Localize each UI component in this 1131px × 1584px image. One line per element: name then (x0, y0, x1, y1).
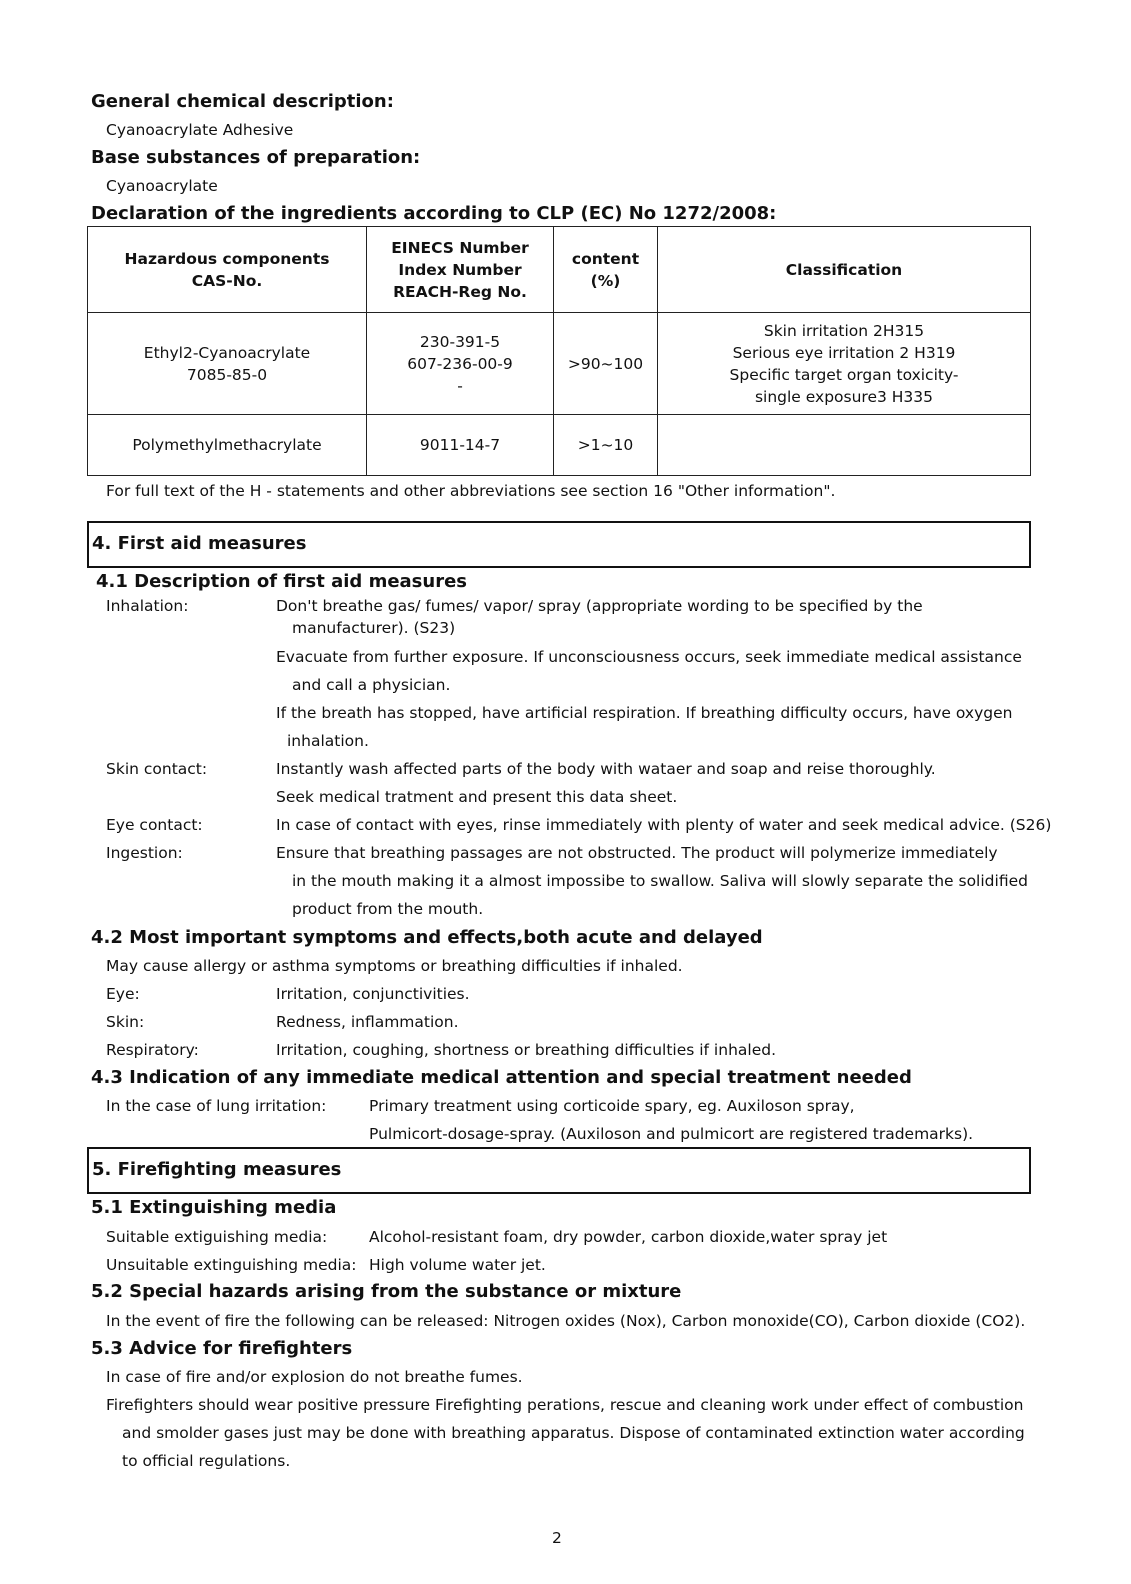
declaration-heading: Declaration of the ingredients according to CLP (EC) No 1272/2008: (91, 203, 777, 224)
advice-line: In case of fire and/or explosion do not breathe fumes. (106, 1368, 523, 1386)
cell-content: >1~10 (554, 415, 658, 476)
table-footnote: For full text of the H - statements and other abbreviations see section 16 "Other information". (106, 482, 836, 500)
symptom-skin-text: Redness, inflammation. (276, 1013, 459, 1031)
inhalation-line: If the breath has stopped, have artificial respiration. If breathing difficulty occurs, have oxygen (276, 704, 1013, 722)
skin-contact-line: Instantly wash affected parts of the body with wataer and soap and reise thoroughly. (276, 760, 936, 778)
symptom-respiratory-label: Respiratory: (106, 1041, 199, 1059)
cell-content: >90~100 (554, 313, 658, 415)
inhalation-line: inhalation. (287, 732, 369, 750)
advice-line: Firefighters should wear positive pressure Firefighting perations, rescue and cleaning work under effect of combustion (106, 1396, 1024, 1414)
symptom-skin-label: Skin: (106, 1013, 145, 1031)
suitable-media-text: Alcohol-resistant foam, dry powder, carbon dioxide,water spray jet (369, 1228, 888, 1246)
header-content: content (%) (554, 227, 658, 313)
symptom-respiratory-text: Irritation, coughing, shortness or breathing difficulties if inhaled. (276, 1041, 776, 1059)
skin-contact-line: Seek medical tratment and present this data sheet. (276, 788, 678, 806)
inhalation-line: Don't breathe gas/ fumes/ vapor/ spray (appropriate wording to be specified by the (276, 597, 923, 615)
ingredients-table (87, 226, 1031, 476)
lung-irritation-line: Pulmicort-dosage-spray. (Auxiloson and pulmicort are registered trademarks). (369, 1125, 974, 1143)
general-description-heading: General chemical description: (91, 91, 394, 112)
symptom-eye-text: Irritation, conjunctivities. (276, 985, 470, 1003)
eye-contact-text: In case of contact with eyes, rinse immediately with plenty of water and seek medical advice. (S26) (276, 816, 1052, 834)
inhalation-line: manufacturer). (S23) (292, 619, 456, 637)
inhalation-label: Inhalation: (106, 597, 189, 615)
base-substances-heading: Base substances of preparation: (91, 147, 421, 168)
suitable-media-label: Suitable extiguishing media: (106, 1228, 328, 1246)
ingestion-line: product from the mouth. (292, 900, 484, 918)
eye-contact-label: Eye contact: (106, 816, 203, 834)
ingestion-line: in the mouth making it a almost impossibe to swallow. Saliva will slowly separate the solidified (292, 872, 1028, 890)
general-description-value: Cyanoacrylate Adhesive (106, 121, 294, 139)
cell-classification: Skin irritation 2H315 Serious eye irritation 2 H319 Specific target organ toxicity- single exposure3 H335 (658, 313, 1031, 415)
advice-line: and smolder gases just may be done with breathing apparatus. Dispose of contaminated extinction water according (122, 1424, 1025, 1442)
cell-einecs: 230-391-5 607-236-00-9 - (367, 313, 554, 415)
inhalation-line: and call a physician. (292, 676, 451, 694)
table-row (88, 313, 1031, 415)
header-components: Hazardous components CAS-No. (88, 227, 367, 313)
section-4-title-box (87, 521, 1031, 568)
header-einecs: EINECS Number Index Number REACH-Reg No. (367, 227, 554, 313)
advice-line: to official regulations. (122, 1452, 291, 1470)
cell-component: Ethyl2-Cyanoacrylate 7085-85-0 (88, 313, 367, 415)
table-row (88, 415, 1031, 476)
lung-irritation-label: In the case of lung irritation: (106, 1097, 327, 1115)
section-5-3-heading: 5.3 Advice for firefighters (91, 1338, 353, 1359)
symptoms-intro: May cause allergy or asthma symptoms or breathing difficulties if inhaled. (106, 957, 683, 975)
cell-einecs: 9011-14-7 (367, 415, 554, 476)
special-hazards-text: In the event of fire the following can be released: Nitrogen oxides (Nox), Carbon monoxide(CO), Carbon dioxide (CO2). (106, 1312, 1026, 1330)
page-number: 2 (552, 1529, 562, 1547)
ingestion-line: Ensure that breathing passages are not obstructed. The product will polymerize immediately (276, 844, 998, 862)
lung-irritation-line: Primary treatment using corticoide spary, eg. Auxiloson spray, (369, 1097, 855, 1115)
section-4-title: 4. First aid measures (92, 533, 307, 554)
inhalation-line: Evacuate from further exposure. If unconsciousness occurs, seek immediate medical assistance (276, 648, 1022, 666)
base-substances-value: Cyanoacrylate (106, 177, 218, 195)
section-5-1-heading: 5.1 Extinguishing media (91, 1197, 337, 1218)
section-4-3-heading: 4.3 Indication of any immediate medical attention and special treatment needed (91, 1067, 912, 1088)
header-classification: Classification (658, 227, 1031, 313)
unsuitable-media-label: Unsuitable extinguishing media: (106, 1256, 357, 1274)
section-5-title-box (87, 1147, 1031, 1194)
section-5-2-heading: 5.2 Special hazards arising from the substance or mixture (91, 1281, 682, 1302)
section-4-1-heading: 4.1 Description of first aid measures (96, 571, 468, 592)
ingestion-label: Ingestion: (106, 844, 183, 862)
section-4-2-heading: 4.2 Most important symptoms and effects,both acute and delayed (91, 927, 763, 948)
cell-component: Polymethylmethacrylate (88, 415, 367, 476)
unsuitable-media-text: High volume water jet. (369, 1256, 546, 1274)
skin-contact-label: Skin contact: (106, 760, 208, 778)
cell-classification (658, 415, 1031, 476)
table-header-row (88, 227, 1031, 313)
section-5-title: 5. Firefighting measures (92, 1159, 342, 1180)
symptom-eye-label: Eye: (106, 985, 140, 1003)
